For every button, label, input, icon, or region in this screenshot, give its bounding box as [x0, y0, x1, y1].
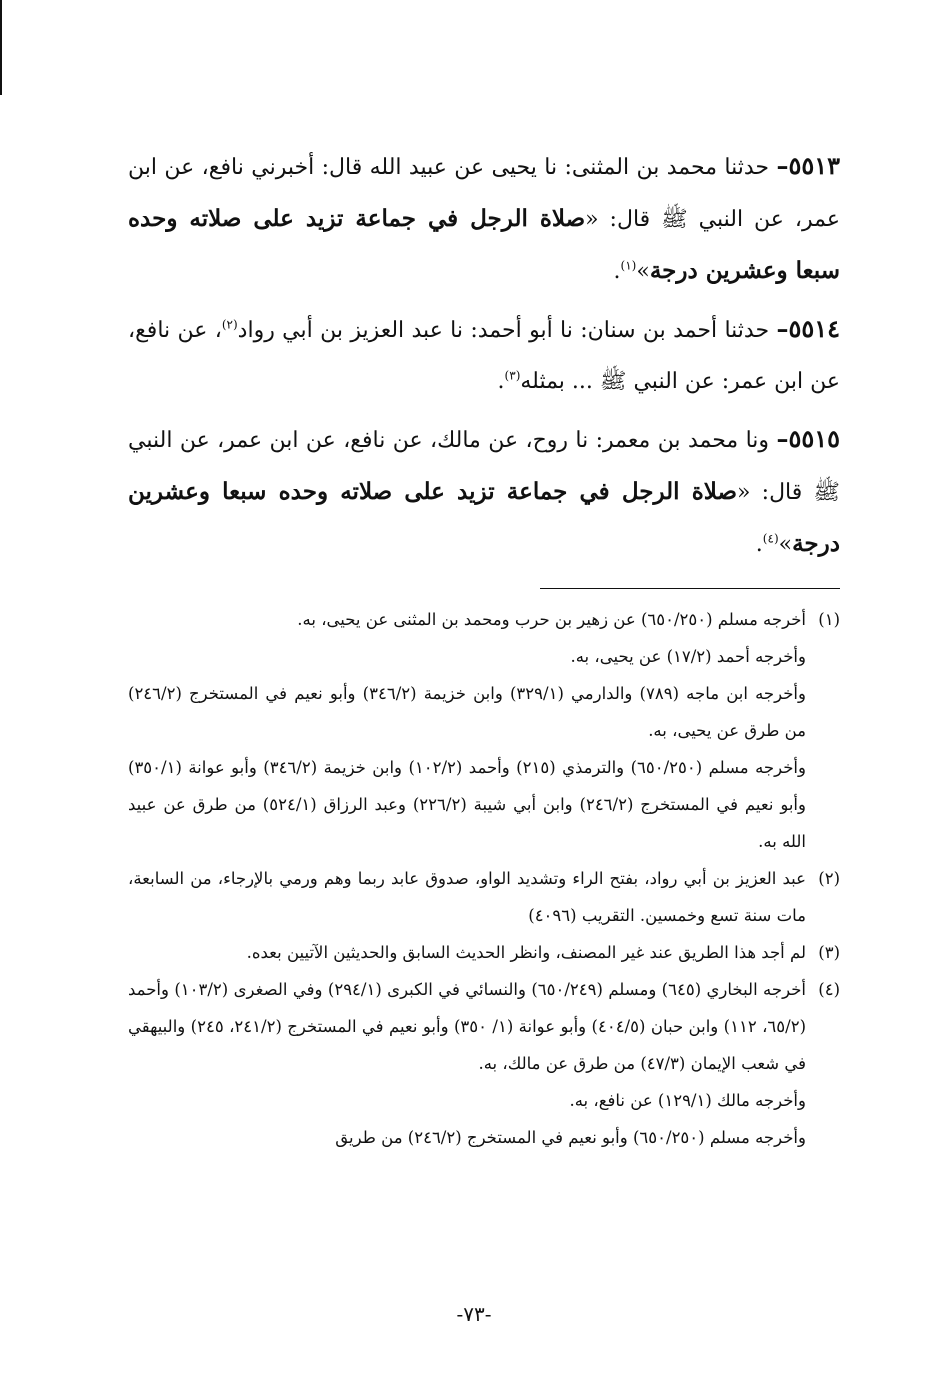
footnote-mark: (١) — [818, 610, 840, 629]
footnote-body — [128, 971, 806, 1156]
footnote-body — [128, 934, 806, 971]
hadith-5514 — [128, 303, 840, 407]
footnote-text: أخرجه البخاري (٦٤٥) ومسلم (٦٥٠/٢٤٩) والنسائي في الكبرى (٢٩٤/١) وفي الصغرى (١٠٣/٢) وأحمد (٦٥/٢، ١١٢) وابن حبان (٤٠٤/٥) وأبو عوانة (١/ ٣٥٠) وأبو نعيم في المستخرج (٢٤١/٢، ٢٤٥) والبيهقي في شعب الإيمان (٤٧/٣) من طرق عن مالك، به. — [128, 980, 807, 1073]
footnote-text: وأخرجه ابن ماجه (٧٨٩) والدارمي (٣٢٩/١) وابن خزيمة (٣٤٦/٢) وأبو نعيم في المستخرج (٢٤٦/٢) من طرق عن يحيى، به. — [128, 684, 806, 740]
footnote-ref: (٢) — [221, 317, 238, 332]
footnote-text: وأخرجه مسلم (٦٥٠/٢٥٠) والترمذي (٢١٥) وأحمد (١٠٢/٢) وابن خزيمة (٣٤٦/٢) وأبو عوانة (٣٥٠/١) وأبو نعيم في المستخرج (٢٤٦/٢) وابن أبي شيبة (٢٢٦/٢) وعبد الرزاق (٥٢٤/١) من طرق عن عبيد الله به. — [128, 758, 806, 851]
footnote-text: لم أجد هذا الطريق عند غير المصنف، وانظر الحديث السابق والحديثين الآتيين بعده. — [246, 943, 806, 962]
footnote-ref: (١) — [620, 258, 637, 273]
footnote-divider — [540, 588, 840, 589]
hadith-text: حدثنا أحمد بن سنان: نا أبو أحمد: نا عبد العزيز بن أبي رواد — [237, 318, 777, 343]
footnote-ref: (٣) — [504, 368, 521, 383]
footnote-2 — [128, 860, 840, 934]
footnote-text: وأخرجه مالك (١٢٩/١) عن نافع، به. — [569, 1091, 806, 1110]
footnote-text: أخرجه مسلم (٦٥٠/٢٥٠) عن زهير بن حرب ومحمد بن المثنى عن يحيى، به. — [297, 610, 806, 629]
hadith-text: . — [755, 532, 763, 557]
footnote-mark: (٣) — [818, 943, 840, 962]
hadith-dash: – — [776, 424, 789, 453]
footnote-ref: (٤) — [762, 531, 779, 546]
hadith-matn: صلاة الرجل في جماعة تزيد على صلاته وحده سبعا وعشرين درجة — [128, 478, 840, 557]
hadith-text: حدثنا محمد بن المثنى: نا يحيى عن عبيد الله قال: أخبرني نافع، عن ابن عمر، عن النبي ﷺ قال: « — [128, 155, 840, 232]
footnote-4 — [128, 971, 840, 1156]
footnote-mark: (٤) — [818, 980, 840, 999]
hadith-text: . — [613, 259, 621, 284]
hadith-matn: صلاة الرجل في جماعة تزيد على صلاته وحده سبعا وعشرين درجة — [128, 205, 840, 284]
footnote-1 — [128, 601, 840, 860]
page-edge-line — [0, 0, 2, 95]
hadith-number: ٥٥١٤ — [788, 314, 840, 343]
hadith-5515 — [128, 413, 840, 570]
footnotes — [128, 601, 840, 1156]
footnote-text: عبد العزيز بن أبي رواد، بفتح الراء وتشديد الواو، صدوق عابد ربما وهم ورمي بالإرجاء، من السابعة، مات سنة تسع وخمسين. التقريب (٤٠٩٦) — [128, 869, 806, 925]
page-body — [128, 140, 840, 1156]
hadith-text: » — [778, 532, 793, 557]
footnote-3 — [128, 934, 840, 971]
hadith-number: ٥٥١٣ — [788, 151, 840, 180]
footnote-text: وأخرجه مسلم (٦٥٠/٢٥٠) وأبو نعيم في المستخرج (٢٤٦/٢) من طريق — [335, 1128, 806, 1147]
footnote-body — [128, 601, 806, 860]
hadith-number: ٥٥١٥ — [788, 424, 840, 453]
hadith-dash: – — [776, 151, 789, 180]
footnote-text: وأخرجه أحمد (١٧/٢) عن يحيى، به. — [570, 647, 806, 666]
hadith-text: » — [636, 259, 650, 284]
hadith-text: . — [497, 369, 505, 394]
hadith-text: ، عن نافع، عن ابن عمر: عن النبي ﷺ ... بمثله — [128, 318, 840, 394]
footnote-body — [128, 860, 806, 934]
hadith-5513 — [128, 140, 840, 297]
hadith-dash: – — [776, 314, 789, 343]
page-number: -٧٣- — [456, 1302, 492, 1326]
hadith-text: ونا محمد بن معمر: نا روح، عن مالك، عن نافع، عن ابن عمر، عن النبي ﷺ قال: « — [128, 428, 841, 505]
footnote-mark: (٢) — [818, 869, 840, 888]
